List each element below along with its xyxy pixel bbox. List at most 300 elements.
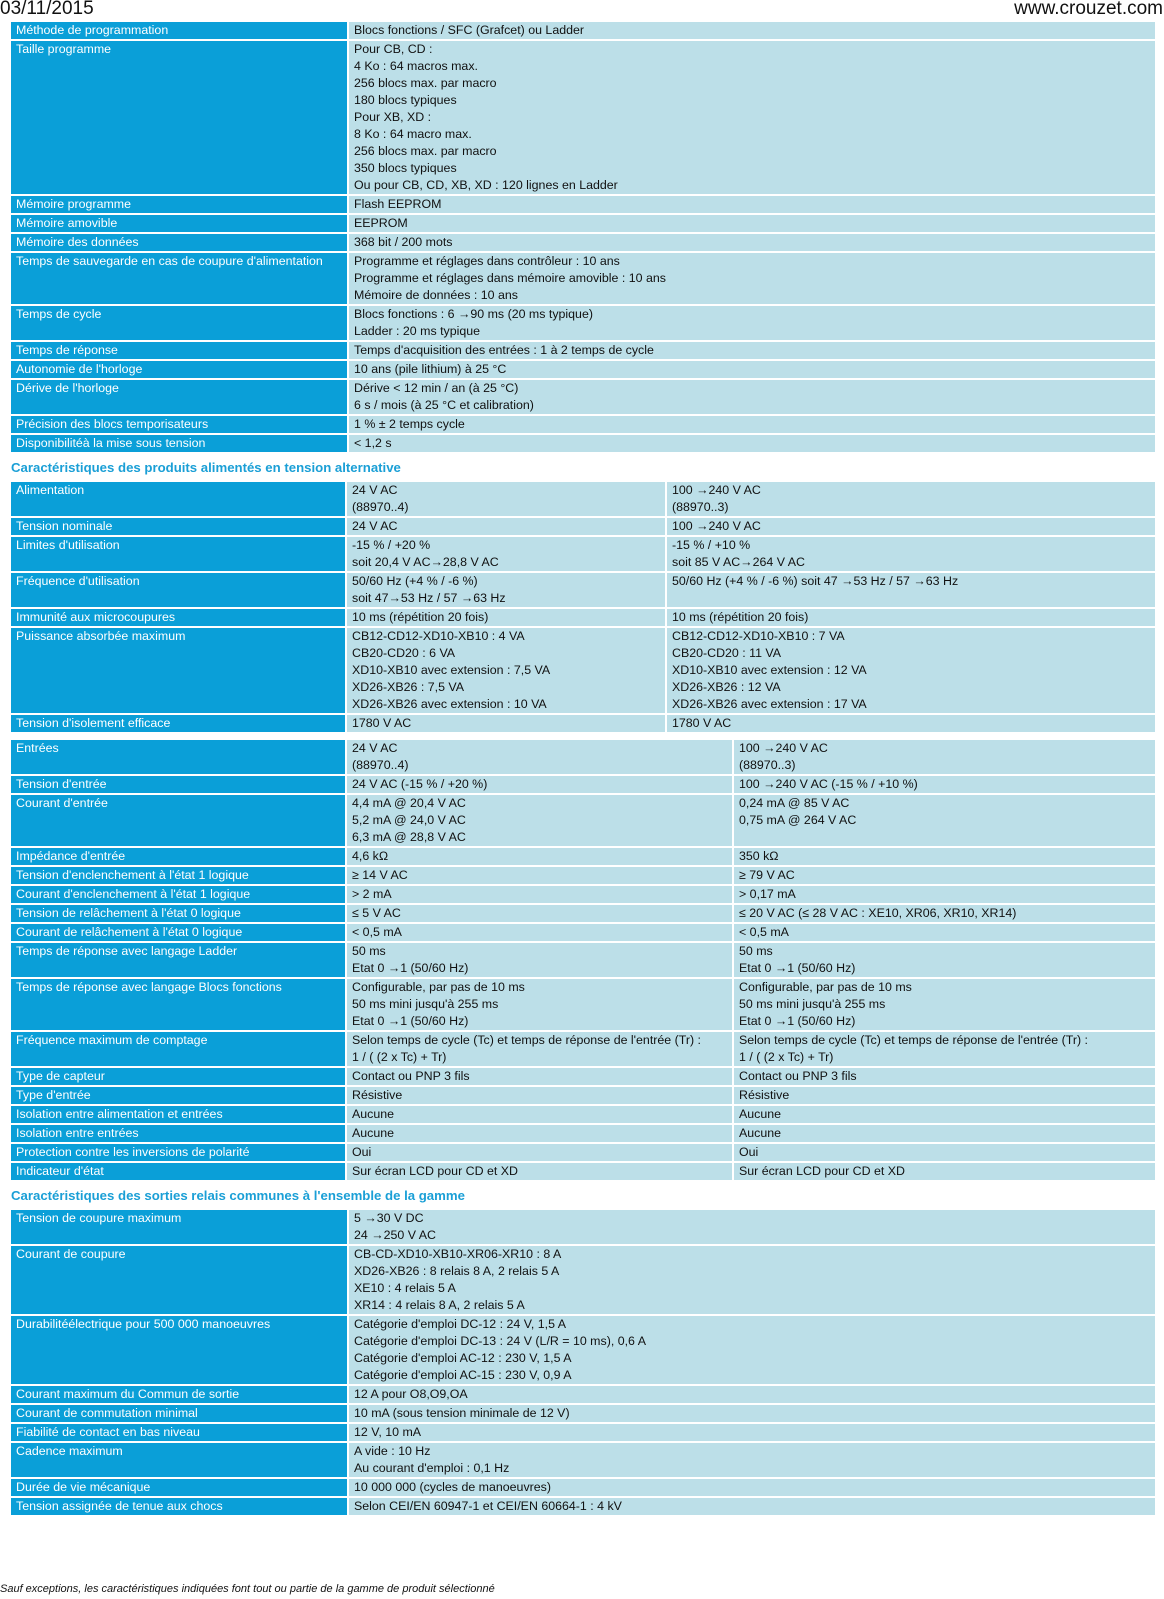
cell-line: Tension de relâchement à l'état 0 logique — [16, 906, 241, 920]
spec-value-100-240v — [734, 1125, 1155, 1142]
cell-line: Puissance absorbée maximum — [16, 629, 186, 643]
cell-line: ≥ 79 V AC — [739, 868, 795, 882]
table-row — [11, 537, 1155, 571]
table-row — [11, 1386, 1155, 1403]
spec-value-24v — [347, 924, 732, 941]
page-header — [0, 0, 1164, 20]
cell-line: Alimentation — [16, 483, 85, 497]
cell-line: 180 blocs typiques — [354, 93, 457, 107]
section-title-ac: Caractéristiques des produits alimentés en tension alternative — [11, 460, 401, 475]
footer-note: Sauf exceptions, les caractéristiques indiquées font tout ou partie de la gamme de produit sélectionné — [0, 1583, 495, 1595]
spec-label — [11, 1210, 347, 1244]
cell-line: Immunité aux microcoupures — [16, 610, 176, 624]
cell-line: 10 ms (répétition 20 fois) — [672, 610, 809, 624]
table-row — [11, 1479, 1155, 1496]
table-row — [11, 1210, 1155, 1244]
spec-value — [349, 361, 1155, 378]
cell-line: Temps de sauvegarde en cas de coupure d'alimentation — [16, 254, 323, 268]
spec-label — [11, 776, 345, 793]
spec-label — [11, 573, 345, 607]
cell-line: 256 blocs max. par macro — [354, 76, 497, 90]
table-row — [11, 1405, 1155, 1422]
cell-line: Etat 0 →1 (50/60 Hz) — [352, 1014, 469, 1028]
spec-value-100-240v — [667, 628, 1155, 713]
cell-line: Protection contre les inversions de polarité — [16, 1145, 250, 1159]
spec-label — [11, 342, 347, 359]
spec-value-100-240v — [667, 715, 1155, 732]
cell-line: Méthode de programmation — [16, 23, 169, 37]
cell-line: Tension d'isolement efficace — [16, 716, 171, 730]
spec-label — [11, 1106, 345, 1123]
cell-line: XD10-XB10 avec extension : 7,5 VA — [352, 663, 551, 677]
spec-label — [11, 1424, 347, 1441]
cell-line: Catégorie d'emploi AC-15 : 230 V, 0,9 A — [354, 1368, 572, 1382]
spec-value — [349, 1210, 1155, 1244]
spec-label — [11, 628, 345, 713]
cell-line: Résistive — [739, 1088, 790, 1102]
spec-value-100-240v — [734, 795, 1155, 846]
spec-value-100-240v — [667, 518, 1155, 535]
cell-line: 1 / ( (2 x Tc) + Tr) — [739, 1050, 834, 1064]
spec-value-100-240v — [734, 886, 1155, 903]
spec-label — [11, 1032, 345, 1066]
table-row — [11, 867, 1155, 884]
cell-line: Pour XB, XD : — [354, 110, 432, 124]
spec-sheet — [9, 20, 1157, 1517]
cell-line: ≤ 20 V AC (≤ 28 V AC : XE10, XR06, XR10, XR14) — [739, 906, 1017, 920]
cell-line: Programme et réglages dans contrôleur : 10 ans — [354, 254, 620, 268]
spec-value-24v — [347, 573, 665, 607]
cell-line: CB12-CD12-XD10-XB10 : 4 VA — [352, 629, 525, 643]
cell-line: 24 V AC — [352, 483, 398, 497]
cell-line: XD26-XB26 : 12 VA — [672, 680, 781, 694]
cell-line: Blocs fonctions : 6 →90 ms (20 ms typique) — [354, 307, 593, 321]
cell-line: Mémoire programme — [16, 197, 131, 211]
cell-line: 10 000 000 (cycles de manoeuvres) — [354, 1480, 551, 1494]
cell-line: < 0,5 mA — [352, 925, 402, 939]
cell-line: Isolation entre entrées — [16, 1126, 139, 1140]
table-row — [11, 1424, 1155, 1441]
cell-line: 8 Ko : 64 macro max. — [354, 127, 472, 141]
cell-line: 368 bit / 200 mots — [354, 235, 453, 249]
spec-value — [349, 215, 1155, 232]
spec-value-100-240v — [734, 943, 1155, 977]
table-row — [11, 886, 1155, 903]
spec-label — [11, 380, 347, 414]
spec-label — [11, 740, 345, 774]
spec-label — [11, 609, 345, 626]
table-row — [11, 943, 1155, 977]
cell-line: Configurable, par pas de 10 ms — [739, 980, 912, 994]
ac-inputs-table — [9, 738, 1157, 1182]
spec-value — [349, 342, 1155, 359]
spec-label — [11, 482, 345, 516]
cell-line: Temps de réponse avec langage Ladder — [16, 944, 238, 958]
cell-line: (88970..3) — [672, 500, 729, 514]
cell-line: 10 ans (pile lithium) à 25 °C — [354, 362, 507, 376]
cell-line: Etat 0 →1 (50/60 Hz) — [352, 961, 469, 975]
spec-label — [11, 253, 347, 304]
cell-line: Temps de cycle — [16, 307, 102, 321]
cell-line: Impédance d'entrée — [16, 849, 126, 863]
spec-value — [349, 1246, 1155, 1314]
cell-line: soit 85 V AC→264 V AC — [672, 555, 805, 569]
table-row — [11, 573, 1155, 607]
cell-line: Ladder : 20 ms typique — [354, 324, 481, 338]
cell-line: 1 / ( (2 x Tc) + Tr) — [352, 1050, 447, 1064]
cell-line: soit 47→53 Hz / 57 →63 Hz — [352, 591, 506, 605]
spec-value-24v — [347, 1032, 732, 1066]
cell-line: Courant de coupure — [16, 1247, 126, 1261]
cell-line: Contact ou PNP 3 fils — [739, 1069, 857, 1083]
cell-line: Flash EEPROM — [354, 197, 442, 211]
spec-value-24v — [347, 905, 732, 922]
spec-value-24v — [347, 537, 665, 571]
table-row — [11, 234, 1155, 251]
cell-line: < 1,2 s — [354, 436, 392, 450]
cell-line: 6,3 mA @ 28,8 V AC — [352, 830, 466, 844]
cell-line: Courant d'enclenchement à l'état 1 logique — [16, 887, 251, 901]
table-row — [11, 342, 1155, 359]
cell-line: Durabilitéélectrique pour 500 000 manoeuvres — [16, 1317, 271, 1331]
cell-line: Pour CB, CD : — [354, 42, 433, 56]
spec-value — [349, 380, 1155, 414]
spec-label — [11, 1246, 347, 1314]
spec-value-24v — [347, 715, 665, 732]
table-row — [11, 361, 1155, 378]
table-row — [11, 518, 1155, 535]
spec-label — [11, 1125, 345, 1142]
cell-line: Ou pour CB, CD, XB, XD : 120 lignes en Ladder — [354, 178, 618, 192]
cell-line: 100 →240 V AC — [672, 519, 761, 533]
cell-line: 10 ms (répétition 20 fois) — [352, 610, 489, 624]
spec-value — [349, 22, 1155, 39]
cell-line: 5,2 mA @ 24,0 V AC — [352, 813, 466, 827]
spec-label — [11, 867, 345, 884]
cell-line: < 0,5 mA — [739, 925, 789, 939]
spec-label — [11, 1144, 345, 1161]
cell-line: Fiabilité de contact en bas niveau — [16, 1425, 200, 1439]
spec-label — [11, 234, 347, 251]
cell-line: XR14 : 4 relais 8 A, 2 relais 5 A — [354, 1298, 525, 1312]
spec-value-100-240v — [734, 848, 1155, 865]
cell-line: Durée de vie mécanique — [16, 1480, 151, 1494]
table-row — [11, 41, 1155, 194]
cell-line: CB20-CD20 : 11 VA — [672, 646, 782, 660]
cell-line: Mémoire amovible — [16, 216, 118, 230]
cell-line: Contact ou PNP 3 fils — [352, 1069, 470, 1083]
cell-line: 24 V AC (-15 % / +20 %) — [352, 777, 488, 791]
cell-line: Etat 0 →1 (50/60 Hz) — [739, 961, 856, 975]
cell-line: Tension d'enclenchement à l'état 1 logique — [16, 868, 249, 882]
spec-value — [349, 196, 1155, 213]
spec-label — [11, 518, 345, 535]
spec-value-100-240v — [667, 573, 1155, 607]
spec-value-24v — [347, 609, 665, 626]
cell-line: 5 →30 V DC — [354, 1211, 424, 1225]
cell-line: Type de capteur — [16, 1069, 105, 1083]
spec-value-100-240v — [734, 1144, 1155, 1161]
table-row — [11, 628, 1155, 713]
spec-value — [349, 1405, 1155, 1422]
table-row — [11, 1087, 1155, 1104]
spec-label — [11, 943, 345, 977]
cell-line: ≥ 14 V AC — [352, 868, 408, 882]
table-row — [11, 795, 1155, 846]
spec-value — [349, 1443, 1155, 1477]
cell-line: 12 V, 10 mA — [354, 1425, 422, 1439]
cell-line: 256 blocs max. par macro — [354, 144, 497, 158]
cell-line: 50/60 Hz (+4 % / -6 %) — [352, 574, 478, 588]
spec-value-100-240v — [734, 905, 1155, 922]
spec-label — [11, 848, 345, 865]
spec-value — [349, 435, 1155, 452]
table-row — [11, 715, 1155, 732]
spec-value-24v — [347, 628, 665, 713]
spec-value — [349, 1316, 1155, 1384]
spec-value-24v — [347, 1087, 732, 1104]
cell-line: Selon CEI/EN 60947-1 et CEI/EN 60664-1 : 4 kV — [354, 1499, 622, 1513]
cell-line: -15 % / +20 % — [352, 538, 431, 552]
table-row — [11, 740, 1155, 774]
table-row — [11, 1125, 1155, 1142]
spec-label — [11, 22, 347, 39]
cell-line: Indicateur d'état — [16, 1164, 104, 1178]
spec-value — [349, 306, 1155, 340]
cell-line: 4 Ko : 64 macros max. — [354, 59, 478, 73]
spec-value — [349, 41, 1155, 194]
spec-value — [349, 234, 1155, 251]
table-row — [11, 435, 1155, 452]
table-row — [11, 22, 1155, 39]
spec-value-24v — [347, 1068, 732, 1085]
table-row — [11, 905, 1155, 922]
cell-line: soit 20,4 V AC→28,8 V AC — [352, 555, 499, 569]
spec-value-24v — [347, 795, 732, 846]
cell-line: Sur écran LCD pour CD et XD — [739, 1164, 905, 1178]
table-row — [11, 1316, 1155, 1384]
spec-value — [349, 1479, 1155, 1496]
spec-label — [11, 1498, 347, 1515]
table-row — [11, 1246, 1155, 1314]
cell-line: 350 blocs typiques — [354, 161, 457, 175]
spec-value — [349, 1498, 1155, 1515]
spec-value-100-240v — [734, 1068, 1155, 1085]
cell-line: Catégorie d'emploi AC-12 : 230 V, 1,5 A — [354, 1351, 572, 1365]
cell-line: Aucune — [352, 1107, 395, 1121]
spec-value-24v — [347, 886, 732, 903]
spec-label — [11, 196, 347, 213]
cell-line: 50 ms — [739, 944, 773, 958]
cell-line: 100 →240 V AC (-15 % / +10 %) — [739, 777, 918, 791]
spec-value-24v — [347, 776, 732, 793]
spec-value — [349, 1386, 1155, 1403]
table-row — [11, 416, 1155, 433]
cell-line: (88970..3) — [739, 758, 796, 772]
cell-line: 50/60 Hz (+4 % / -6 %) soit 47 →53 Hz / 57 →63 Hz — [672, 574, 959, 588]
spec-value-100-240v — [667, 609, 1155, 626]
spec-value-100-240v — [734, 1163, 1155, 1180]
spec-value — [349, 416, 1155, 433]
cell-line: 100 →240 V AC — [672, 483, 761, 497]
cell-line: 0,24 mA @ 85 V AC — [739, 796, 850, 810]
cell-line: Dérive de l'horloge — [16, 381, 119, 395]
cell-line: > 2 mA — [352, 887, 392, 901]
spec-value-100-240v — [734, 1106, 1155, 1123]
cell-line: Sur écran LCD pour CD et XD — [352, 1164, 518, 1178]
cell-line: Courant d'entrée — [16, 796, 108, 810]
cell-line: Tension nominale — [16, 519, 113, 533]
spec-label — [11, 1163, 345, 1180]
cell-line: EEPROM — [354, 216, 408, 230]
cell-line: Mémoire de données : 10 ans — [354, 288, 518, 302]
cell-line: 1 % ± 2 temps cycle — [354, 417, 465, 431]
table-row — [11, 253, 1155, 304]
table-row — [11, 215, 1155, 232]
spec-value-100-240v — [667, 537, 1155, 571]
cell-line: Dérive < 12 min / an (à 25 °C) — [354, 381, 519, 395]
cell-line: XD26-XB26 avec extension : 17 VA — [672, 697, 867, 711]
spec-label — [11, 1068, 345, 1085]
cell-line: Mémoire des données — [16, 235, 139, 249]
cell-line: CB20-CD20 : 6 VA — [352, 646, 456, 660]
cell-line: Disponibilitéà la mise sous tension — [16, 436, 206, 450]
table-row — [11, 924, 1155, 941]
spec-label — [11, 924, 345, 941]
cell-line: Programme et réglages dans mémoire amovible : 10 ans — [354, 271, 666, 285]
spec-label — [11, 905, 345, 922]
spec-value-100-240v — [667, 482, 1155, 516]
cell-line: Au courant d'emploi : 0,1 Hz — [354, 1461, 510, 1475]
cell-line: 0,75 mA @ 264 V AC — [739, 813, 857, 827]
table-row — [11, 306, 1155, 340]
cell-line: (88970..4) — [352, 500, 409, 514]
cell-line: Oui — [739, 1145, 759, 1159]
cell-line: 50 ms mini jusqu'à 255 ms — [352, 997, 499, 1011]
cell-line: XD26-XB26 avec extension : 10 VA — [352, 697, 547, 711]
cell-line: 4,4 mA @ 20,4 V AC — [352, 796, 466, 810]
cell-line: 1780 V AC — [352, 716, 412, 730]
cell-line: 50 ms mini jusqu'à 255 ms — [739, 997, 886, 1011]
cell-line: Aucune — [352, 1126, 395, 1140]
cell-line: Limites d'utilisation — [16, 538, 120, 552]
spec-value-24v — [347, 482, 665, 516]
spec-label — [11, 1316, 347, 1384]
spec-label — [11, 41, 347, 194]
table-row — [11, 848, 1155, 865]
cell-line: 10 mA (sous tension minimale de 12 V) — [354, 1406, 570, 1420]
cell-line: 1780 V AC — [672, 716, 732, 730]
cell-line: Cadence maximum — [16, 1444, 123, 1458]
table-row — [11, 1498, 1155, 1515]
website-link[interactable]: www.crouzet.com — [1014, 0, 1163, 19]
cell-line: Courant de relâchement à l'état 0 logique — [16, 925, 243, 939]
cell-line: XD26-XB26 : 7,5 VA — [352, 680, 465, 694]
spec-value-24v — [347, 1144, 732, 1161]
spec-value-100-240v — [734, 1087, 1155, 1104]
cell-line: Selon temps de cycle (Tc) et temps de réponse de l'entrée (Tr) : — [352, 1033, 701, 1047]
cell-line: 24 V AC — [352, 519, 398, 533]
cell-line: 12 A pour O8,O9,OA — [354, 1387, 468, 1401]
spec-label — [11, 1386, 347, 1403]
table-row — [11, 380, 1155, 414]
cell-line: Aucune — [739, 1107, 782, 1121]
table-row — [11, 1068, 1155, 1085]
table-row — [11, 1443, 1155, 1477]
cell-line: Autonomie de l'horloge — [16, 362, 143, 376]
cell-line: Fréquence d'utilisation — [16, 574, 140, 588]
spec-label — [11, 215, 347, 232]
table-row — [11, 482, 1155, 516]
cell-line: -15 % / +10 % — [672, 538, 751, 552]
spec-value — [349, 1424, 1155, 1441]
spec-value-100-240v — [734, 740, 1155, 774]
cell-line: 24 V AC — [352, 741, 398, 755]
spec-label — [11, 306, 347, 340]
cell-line: Selon temps de cycle (Tc) et temps de réponse de l'entrée (Tr) : — [739, 1033, 1088, 1047]
cell-line: Précision des blocs temporisateurs — [16, 417, 209, 431]
spec-value-100-240v — [734, 1032, 1155, 1066]
table-row — [11, 1032, 1155, 1066]
spec-label — [11, 1479, 347, 1496]
spec-value-24v — [347, 867, 732, 884]
cell-line: Type d'entrée — [16, 1088, 91, 1102]
table-row — [11, 979, 1155, 1030]
table-row — [11, 1163, 1155, 1180]
print-date: 03/11/2015 — [0, 0, 94, 19]
cell-line: Etat 0 →1 (50/60 Hz) — [739, 1014, 856, 1028]
cell-line: > 0,17 mA — [739, 887, 796, 901]
cell-line: Courant maximum du Commun de sortie — [16, 1387, 240, 1401]
cell-line: XD10-XB10 avec extension : 12 VA — [672, 663, 867, 677]
cell-line: Catégorie d'emploi DC-13 : 24 V (L/R = 10 ms), 0,6 A — [354, 1334, 646, 1348]
cell-line: XD26-XB26 : 8 relais 8 A, 2 relais 5 A — [354, 1264, 560, 1278]
spec-value-100-240v — [734, 867, 1155, 884]
table-row — [11, 1144, 1155, 1161]
spec-value — [349, 253, 1155, 304]
cell-line: XE10 : 4 relais 5 A — [354, 1281, 456, 1295]
spec-label — [11, 886, 345, 903]
cell-line: Tension d'entrée — [16, 777, 107, 791]
cell-line: Fréquence maximum de comptage — [16, 1033, 208, 1047]
cell-line: Catégorie d'emploi DC-12 : 24 V, 1,5 A — [354, 1317, 566, 1331]
cell-line: CB12-CD12-XD10-XB10 : 7 VA — [672, 629, 845, 643]
cell-line: ≤ 5 V AC — [352, 906, 401, 920]
cell-line: Temps de réponse — [16, 343, 118, 357]
table-row — [11, 196, 1155, 213]
cell-line: Temps d'acquisition des entrées : 1 à 2 temps de cycle — [354, 343, 654, 357]
cell-line: Courant de commutation minimal — [16, 1406, 198, 1420]
table-row — [11, 609, 1155, 626]
general-spec-table — [9, 20, 1157, 454]
section-title-relay: Caractéristiques des sorties relais communes à l'ensemble de la gamme — [11, 1188, 465, 1203]
cell-line: Blocs fonctions / SFC (Grafcet) ou Ladder — [354, 23, 585, 37]
cell-line: 6 s / mois (à 25 °C et calibration) — [354, 398, 534, 412]
relay-output-table — [9, 1208, 1157, 1517]
spec-value-100-240v — [734, 924, 1155, 941]
cell-line: A vide : 10 Hz — [354, 1444, 431, 1458]
spec-label — [11, 715, 345, 732]
cell-line: CB-CD-XD10-XB10-XR06-XR10 : 8 A — [354, 1247, 562, 1261]
cell-line: Aucune — [739, 1126, 782, 1140]
cell-line: (88970..4) — [352, 758, 409, 772]
spec-value-24v — [347, 1163, 732, 1180]
spec-label — [11, 979, 345, 1030]
cell-line: Tension assignée de tenue aux chocs — [16, 1499, 223, 1513]
spec-value-24v — [347, 518, 665, 535]
cell-line: Oui — [352, 1145, 372, 1159]
cell-line: Configurable, par pas de 10 ms — [352, 980, 525, 994]
